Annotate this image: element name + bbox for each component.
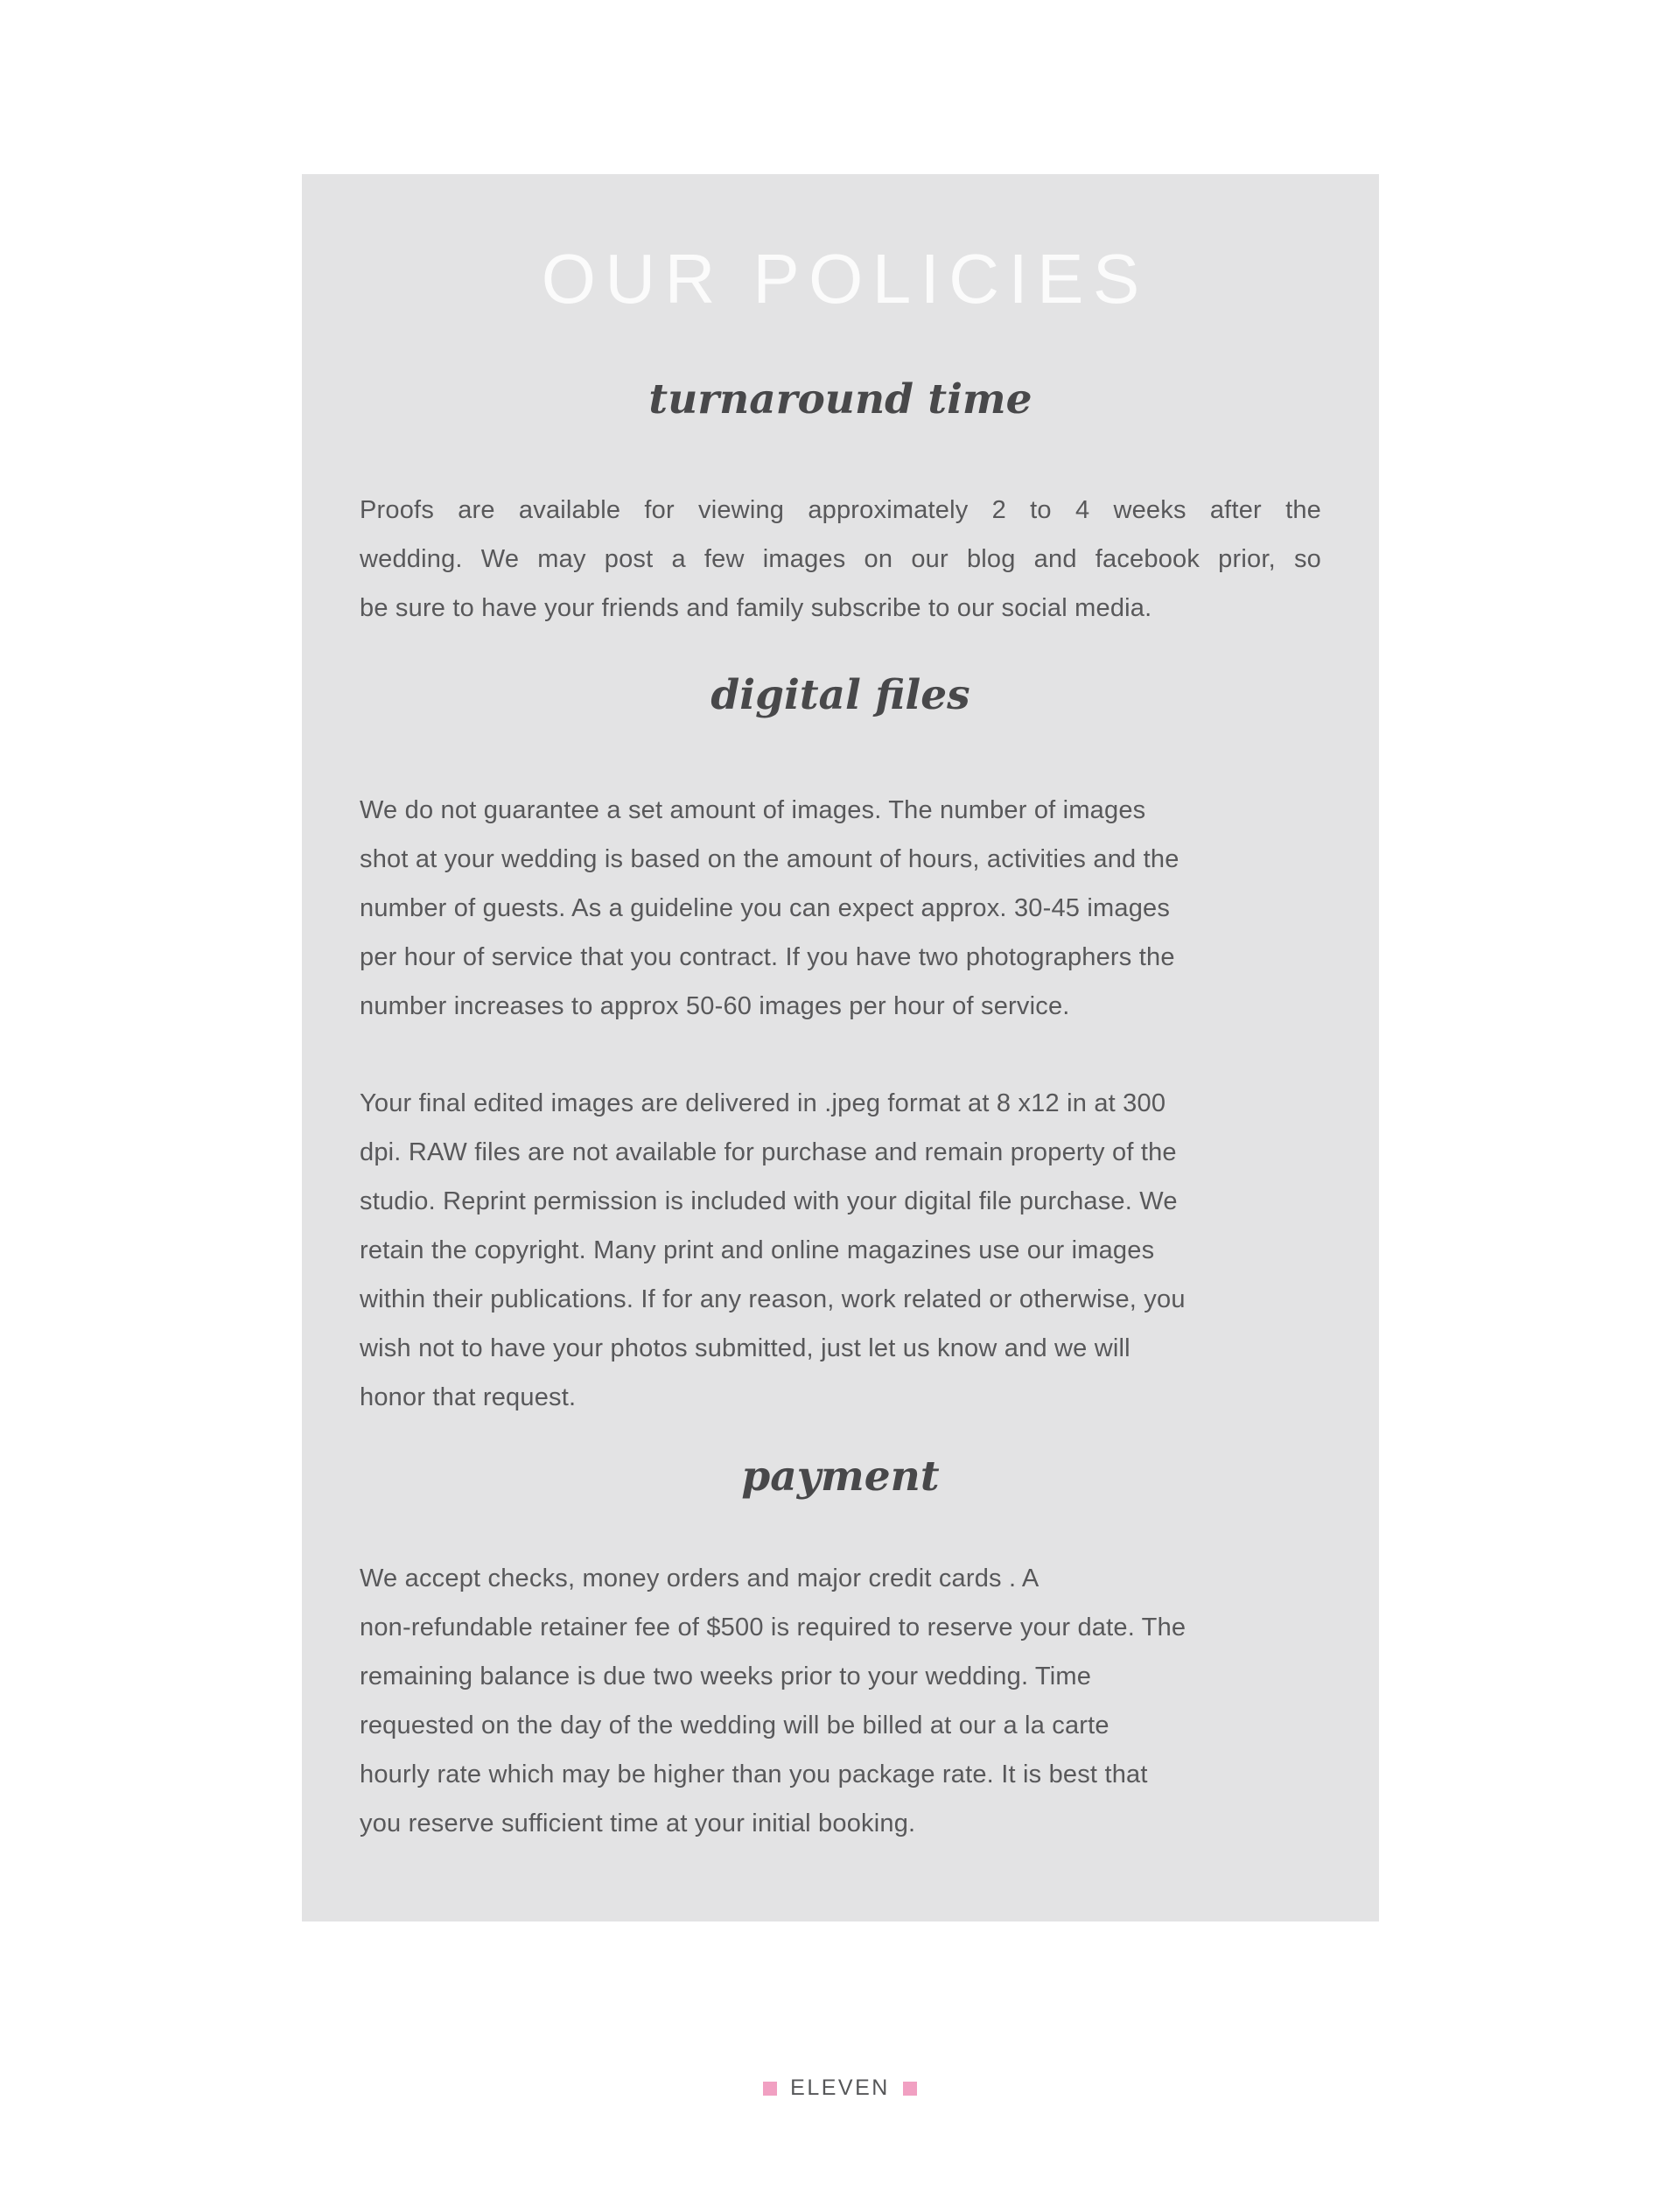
paragraph-turnaround-time [360,486,1321,633]
page-footer [0,2076,1680,2101]
text-line: number of guests. As a guideline you can expect approx. 30-45 images [360,894,1171,922]
text-line: you reserve sufficient time at your initial booking. [360,1810,916,1838]
policies-panel [302,174,1379,1922]
text-line: non-refundable retainer fee of $500 is required to reserve your date. The [360,1614,1186,1642]
text-line: Proofs are available for viewing approximately 2 to 4 weeks after the [360,496,1321,524]
page-title: OUR POLICIES [541,240,1149,318]
text-line: honor that request. [360,1383,577,1411]
text-line: We accept checks, money orders and major credit cards . A [360,1564,1040,1592]
text-line: per hour of service that you contract. If you have two photographers the [360,943,1175,971]
paragraph-digital-files-1 [360,786,1321,1031]
paragraph-payment [360,1554,1321,1848]
text-line: shot at your wedding is based on the amount of hours, activities and the [360,845,1180,873]
text-line: wish not to have your photos submitted, just let us know and we will [360,1334,1130,1362]
text-line: number increases to approx 50-60 images per hour of service. [360,992,1070,1020]
text-line: requested on the day of the wedding will be billed at our a la carte [360,1712,1110,1740]
text-line: wedding. We may post a few images on our blog and facebook prior, so [360,545,1321,573]
section-heading-turnaround-time: turnaround time [648,375,1032,424]
page-number-label: ELEVEN [790,2076,890,2100]
text-line: within their publications. If for any reason, work related or otherwise, you [360,1285,1186,1313]
text-line: dpi. RAW files are not available for purchase and remain property of the [360,1138,1177,1166]
text-line: hourly rate which may be higher than you package rate. It is best that [360,1760,1148,1788]
text-line: Your final edited images are delivered in .jpeg format at 8 x12 in at 300 [360,1089,1166,1117]
section-heading-payment: payment [741,1452,940,1501]
section-heading-digital-files: digital files [710,671,970,719]
text-line: remaining balance is due two weeks prior to your wedding. Time [360,1662,1092,1690]
pink-square-icon [903,2082,917,2096]
text-line: retain the copyright. Many print and online magazines use our images [360,1236,1155,1264]
paragraph-digital-files-2 [360,1079,1321,1422]
pink-square-icon [763,2082,777,2096]
text-line: be sure to have your friends and family subscribe to our social media. [360,594,1152,622]
panel-content [302,237,1379,1848]
text-line: studio. Reprint permission is included with your digital file purchase. We [360,1187,1178,1215]
text-line: We do not guarantee a set amount of images. The number of images [360,796,1146,824]
